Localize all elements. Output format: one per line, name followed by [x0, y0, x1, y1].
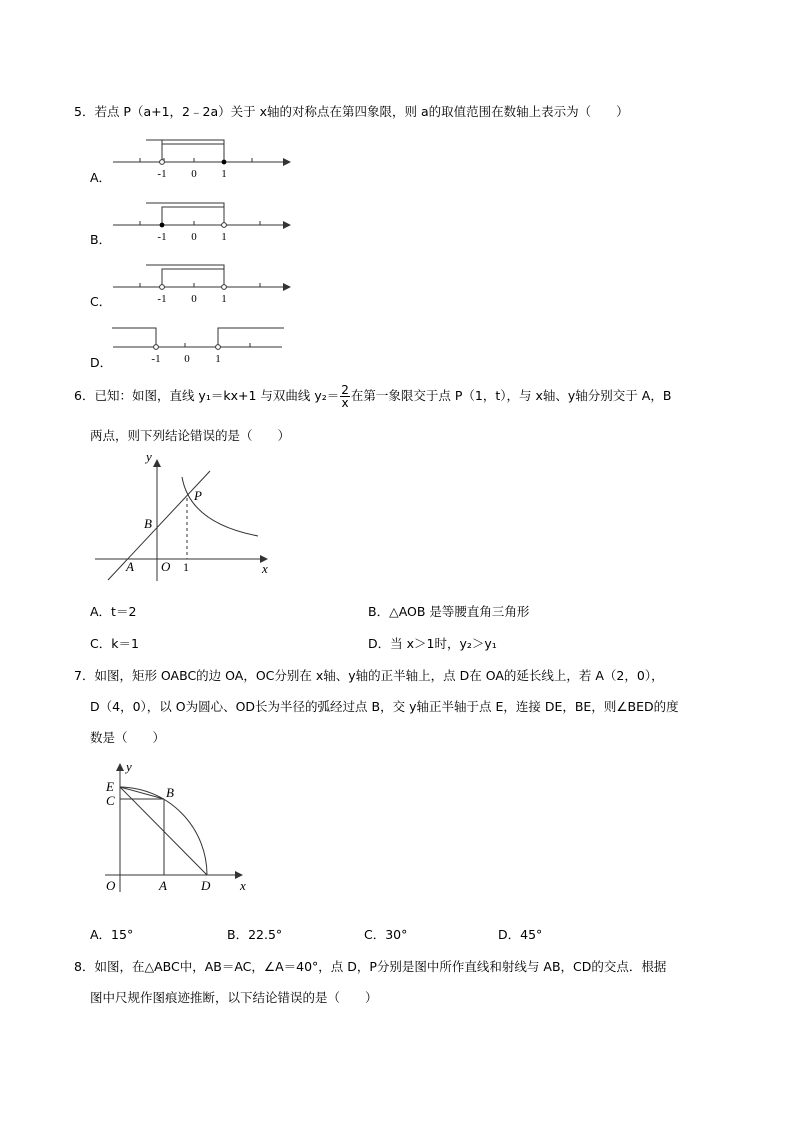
q7-label-D: D: [201, 878, 211, 893]
q7-stem-line2: D（4，0），以 O为圆心、OD长为半径的弧经过点 B，交 y轴正半轴于点 E，连接 DE，BE，则∠BED的度: [90, 699, 679, 714]
q5-number-line-a: [110, 130, 295, 185]
q6-frac-den: x: [341, 396, 349, 410]
q5d-tick-1: 1: [215, 353, 221, 365]
q5d-tick-neg1: -1: [151, 353, 161, 365]
q6-stem-part1: 6．已知：如图，直线 y₁＝kx+1 与双曲线 y₂＝: [74, 388, 340, 403]
q6-stem-line2: 两点，则下列结论错误的是（ ）: [90, 428, 291, 443]
q6-label-O: O: [161, 559, 171, 574]
q6-stem-part2: 在第一象限交于点 P（1，t），与 x轴、y轴分别交于 A，B: [350, 388, 672, 403]
q5a-tick-1: 1: [221, 168, 227, 180]
q6-label-1: 1: [183, 560, 189, 574]
q6-graph: [90, 449, 280, 583]
q5c-tick-0: 0: [191, 293, 197, 305]
q5-number-line-d: [110, 318, 295, 373]
q6-label-y: y: [146, 449, 152, 464]
q6-label-x: x: [262, 561, 268, 576]
q5c-tick-neg1: -1: [157, 293, 167, 305]
q6-label-B: B: [144, 516, 152, 531]
q6-option-b[interactable]: B．△AOB 是等腰直角三角形: [368, 604, 530, 619]
q7-label-E: E: [106, 779, 114, 794]
q7-graph: [100, 757, 255, 897]
q5-stem: 5．若点 P（a+1，2﹣2a）关于 x轴的对称点在第四象限，则 a的取值范围在数轴上表示为（ ）: [74, 104, 629, 119]
q8-stem-line2: 图中尺规作图痕迹推断，以下结论错误的是（ ）: [90, 990, 378, 1005]
q5-option-b-label[interactable]: B．: [90, 232, 112, 247]
q7-label-B: B: [166, 785, 174, 800]
q5-option-a-label[interactable]: A．: [90, 170, 112, 185]
q5b-tick-0: 0: [191, 231, 197, 243]
q6-stem-line1: [74, 384, 671, 409]
q5c-tick-1: 1: [221, 293, 227, 305]
q5-option-d-label[interactable]: D．: [90, 355, 113, 370]
q7-option-b[interactable]: B．22.5°: [227, 927, 283, 942]
q6-frac-num: 2: [341, 383, 349, 397]
q7-label-x: x: [240, 878, 246, 893]
q5a-tick-neg1: -1: [157, 168, 167, 180]
q5b-tick-neg1: -1: [157, 231, 167, 243]
q8-stem-line1: 8．如图，在△ABC中，AB＝AC，∠A＝40°，点 D，P分别是图中所作直线和射线与 AB，CD的交点．根据: [74, 959, 667, 974]
q7-label-A: A: [159, 878, 167, 893]
q7-option-a[interactable]: A．15°: [90, 927, 134, 942]
q7-stem-line3: 数是（ ）: [90, 730, 166, 745]
q6-option-d[interactable]: D．当 x＞1时，y₂＞y₁: [368, 636, 497, 651]
q7-label-y: y: [126, 759, 132, 774]
q7-label-C: C: [106, 793, 115, 808]
q5-number-line-c: [110, 255, 295, 310]
q7-option-d[interactable]: D．45°: [498, 927, 543, 942]
q7-stem-line1: 7．如图，矩形 OABC的边 OA，OC分别在 x轴、y轴的正半轴上，点 D在 OA的延长线上，若 A（2，0），: [74, 668, 664, 683]
q5a-tick-0: 0: [191, 168, 197, 180]
q6-label-A: A: [126, 559, 134, 574]
q6-option-a[interactable]: A．t＝2: [90, 604, 137, 619]
q6-fraction: [340, 384, 350, 409]
q5-option-c-label[interactable]: C．: [90, 294, 112, 309]
q5b-tick-1: 1: [221, 231, 227, 243]
q5d-tick-0: 0: [184, 353, 190, 365]
q7-option-c[interactable]: C．30°: [364, 927, 408, 942]
q7-label-O: O: [106, 878, 116, 893]
q6-option-c[interactable]: C．k＝1: [90, 636, 139, 651]
q6-label-P: P: [194, 488, 202, 503]
q5-number-line-b: [110, 193, 295, 248]
